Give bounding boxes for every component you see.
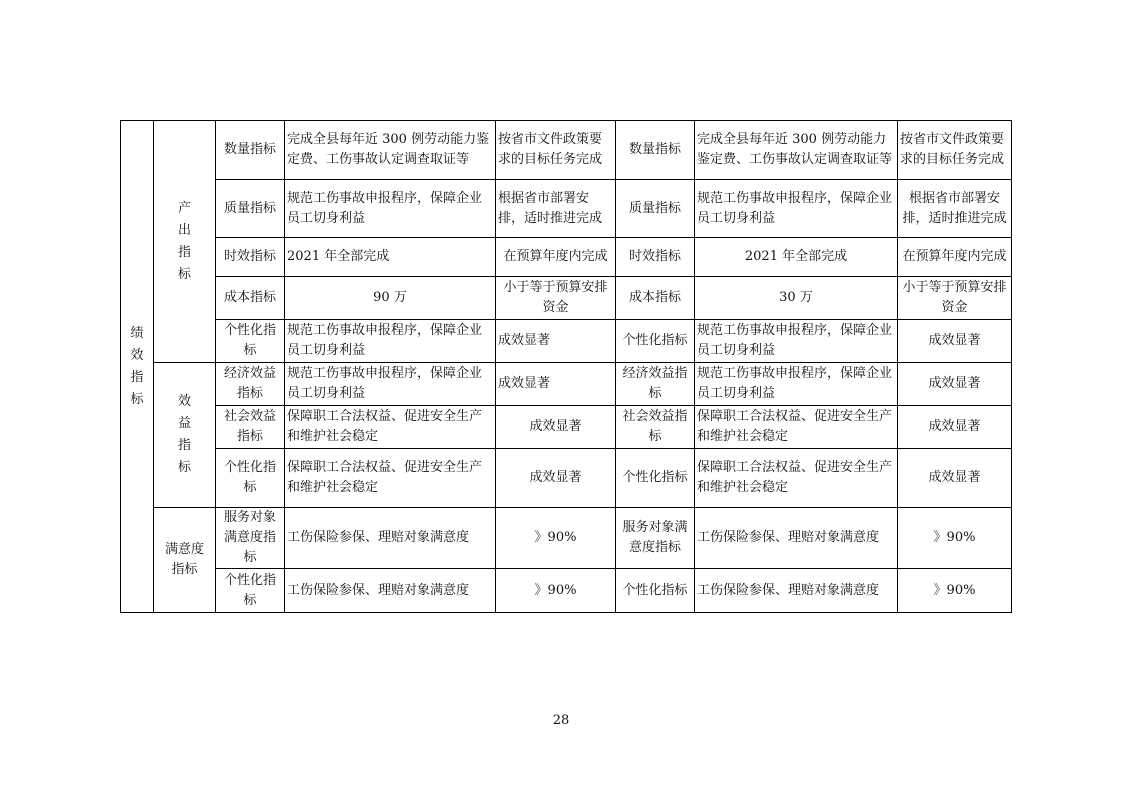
benefit-label-cell: [154, 363, 216, 508]
indicator-name: 服务对象满意度指标: [216, 508, 285, 569]
indicator-content: 90 万: [285, 277, 496, 320]
indicator-name: 时效指标: [216, 238, 285, 277]
indicator-name-2: 社会效益指标: [616, 406, 695, 449]
benefit-label: 效益指标: [177, 394, 191, 475]
indicator-target-2: 成效显著: [898, 320, 1012, 363]
indicator-target: 在预算年度内完成: [496, 238, 616, 277]
indicator-content: 保障职工合法权益、促进安全生产和维护社会稳定: [285, 449, 496, 508]
indicator-content-2: 工伤保险参保、理赔对象满意度: [695, 508, 898, 569]
indicator-target: 根据省市部署安排，适时推进完成: [496, 180, 616, 238]
performance-indicator-table: [120, 120, 1012, 613]
table-row: [121, 320, 1012, 363]
indicator-target: 》90%: [496, 508, 616, 569]
indicator-content-2: 规范工伤事故申报程序，保障企业员工切身利益: [695, 180, 898, 238]
indicator-name: 个性化指标: [216, 449, 285, 508]
indicator-target-2: 按省市文件政策要求的目标任务完成: [898, 121, 1012, 180]
indicator-name: 个性化指标: [216, 320, 285, 363]
indicator-content: 工伤保险参保、理赔对象满意度: [285, 508, 496, 569]
indicator-name-2: 个性化指标: [616, 320, 695, 363]
indicator-name-2: 数量指标: [616, 121, 695, 180]
table-row: [121, 449, 1012, 508]
indicator-name-2: 质量指标: [616, 180, 695, 238]
indicator-content-2: 30 万: [695, 277, 898, 320]
output-label-cell: [154, 121, 216, 363]
indicator-name: 经济效益指标: [216, 363, 285, 406]
indicator-target: 按省市文件政策要求的目标任务完成: [496, 121, 616, 180]
indicator-name-2: 个性化指标: [616, 449, 695, 508]
indicator-name-2: 个性化指标: [616, 569, 695, 613]
indicator-name: 数量指标: [216, 121, 285, 180]
indicator-content: 工伤保险参保、理赔对象满意度: [285, 569, 496, 613]
table-row: [121, 121, 1012, 180]
table-row: [121, 508, 1012, 569]
indicator-name-2: 经济效益指标: [616, 363, 695, 406]
indicator-target: 成效显著: [496, 320, 616, 363]
indicator-content: 规范工伤事故申报程序，保障企业员工切身利益: [285, 180, 496, 238]
indicator-content-2: 规范工伤事故申报程序，保障企业员工切身利益: [695, 320, 898, 363]
indicator-target: 小于等于预算安排资金: [496, 277, 616, 320]
category-label-cell: [121, 121, 154, 613]
indicator-content: 保障职工合法权益、促进安全生产和维护社会稳定: [285, 406, 496, 449]
output-label: 产出指标: [177, 200, 191, 282]
indicator-target-2: 在预算年度内完成: [898, 238, 1012, 277]
table-row: [121, 238, 1012, 277]
indicator-content: 规范工伤事故申报程序，保障企业员工切身利益: [285, 363, 496, 406]
indicator-content: 2021 年全部完成: [285, 238, 496, 277]
indicator-target-2: 成效显著: [898, 406, 1012, 449]
indicator-target-2: 成效显著: [898, 449, 1012, 508]
indicator-content: 规范工伤事故申报程序，保障企业员工切身利益: [285, 320, 496, 363]
indicator-target: 成效显著: [496, 449, 616, 508]
table-row: [121, 569, 1012, 613]
satisfaction-label: 满意度指标: [164, 542, 204, 577]
indicator-name-2: 时效指标: [616, 238, 695, 277]
table-row: [121, 363, 1012, 406]
indicator-content-2: 保障职工合法权益、促进安全生产和维护社会稳定: [695, 406, 898, 449]
category-label: 绩效指标: [130, 325, 144, 407]
indicator-target-2: 》90%: [898, 508, 1012, 569]
indicator-content-2: 保障职工合法权益、促进安全生产和维护社会稳定: [695, 449, 898, 508]
indicator-name-2: 成本指标: [616, 277, 695, 320]
indicator-target: 成效显著: [496, 363, 616, 406]
table-row: [121, 277, 1012, 320]
satisfaction-label-cell: [154, 508, 216, 613]
indicator-name: 成本指标: [216, 277, 285, 320]
indicator-target-2: 根据省市部署安排，适时推进完成: [898, 180, 1012, 238]
indicator-target-2: 小于等于预算安排资金: [898, 277, 1012, 320]
indicator-target: 成效显著: [496, 406, 616, 449]
table-row: [121, 406, 1012, 449]
indicator-name-2: 服务对象满意度指标: [616, 508, 695, 569]
indicator-content-2: 工伤保险参保、理赔对象满意度: [695, 569, 898, 613]
page-number: 28: [552, 713, 570, 728]
indicator-name: 个性化指标: [216, 569, 285, 613]
indicator-name: 社会效益指标: [216, 406, 285, 449]
indicator-name: 质量指标: [216, 180, 285, 238]
indicator-content: 完成全县每年近 300 例劳动能力鉴定费、工伤事故认定调查取证等: [285, 121, 496, 180]
indicator-target: 》90%: [496, 569, 616, 613]
indicator-content-2: 规范工伤事故申报程序，保障企业员工切身利益: [695, 363, 898, 406]
indicator-target-2: 成效显著: [898, 363, 1012, 406]
table-row: [121, 180, 1012, 238]
indicator-target-2: 》90%: [898, 569, 1012, 613]
indicator-content-2: 完成全县每年近 300 例劳动能力鉴定费、工伤事故认定调查取证等: [695, 121, 898, 180]
indicator-content-2: 2021 年全部完成: [695, 238, 898, 277]
